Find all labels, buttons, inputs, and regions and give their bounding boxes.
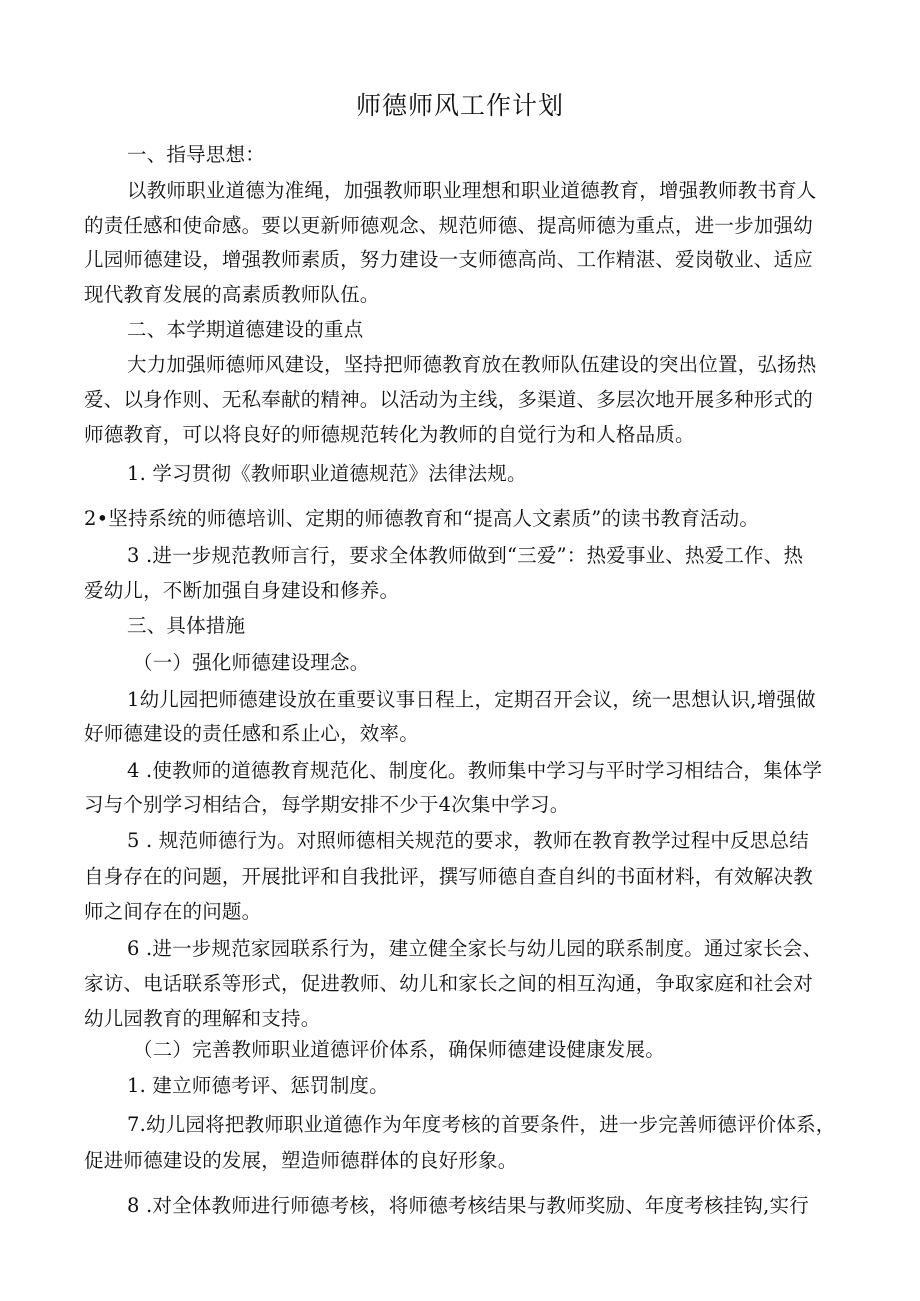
list-item: 1. 建立师德考评、惩罚制度。 — [127, 1074, 389, 1097]
section-heading-semester-focus: 二、本学期道德建设的重点 — [127, 318, 364, 341]
paragraph-line: 家访、电话联系等形式，促进教师、幼儿和家长之间的相互沟通，争取家庭和社会对 — [84, 972, 813, 995]
document-title: 师德师风工作计划 — [355, 91, 564, 120]
paragraph-line: 促进师德建设的发展，塑造师德群体的良好形象。 — [84, 1149, 518, 1172]
paragraph-line: 现代教育发展的高素质教师队伍。 — [84, 283, 380, 306]
list-item: 3 .进一步规范教师言行，要求全体教师做到“三爱”：热爱事业、热爱工作、热 — [127, 544, 804, 567]
paragraph-line: 自身存在的问题，开展批评和自我批评，撰写师德自查自纠的书面材料，有效解决教 — [84, 865, 813, 888]
paragraph-line: 大力加强师德师风建设，坚持把师德教育放在教师队伍建设的突出位置，弘扬热 — [127, 353, 817, 376]
section-heading-specific-measures: 三、具体措施 — [127, 614, 246, 637]
paragraph-line: 好师德建设的责任感和系止心，效率。 — [84, 722, 419, 745]
list-item: 8 .对全体教师进行师德考核，将师德考核结果与教师奖励、年度考核挂钩,实行 — [127, 1194, 809, 1217]
paragraph-line: 习与个别学习相结合，每学期安排不少于4次集中学习。 — [84, 793, 570, 816]
section-heading-guiding-ideology: 一、指导思想： — [127, 143, 265, 166]
list-item: 2•坚持系统的师德培训、定期的师德教育和“提高人文素质”的读书教育活动。 — [84, 507, 760, 530]
paragraph-line: 爱、以身作则、无私奉献的精神。以活动为主线，多渠道、多层次地开展多种形式的 — [84, 388, 813, 411]
paragraph-line: 师德教育，可以将良好的师德规范转化为教师的自觉行为和人格品质。 — [84, 423, 695, 446]
subsection-heading: （二）完善教师职业道德评价体系，确保师德建设健康发展。 — [133, 1038, 665, 1061]
paragraph-line: 师之间存在的问题。 — [84, 900, 262, 923]
paragraph-line: 幼儿园教育的理解和支持。 — [84, 1007, 321, 1030]
list-item: 1幼儿园把师德建设放在重要议事日程上，定期召开会议，统一思想认识,增强做 — [127, 688, 816, 711]
paragraph-line: 儿园师德建设，增强教师素质，努力建设一支师德高尚、工作精湛、爱岗敬业、适应 — [84, 248, 813, 271]
list-item: 7.幼儿园将把教师职业道德作为年度考核的首要条件，进一步完善师德评价体系， — [127, 1113, 836, 1136]
paragraph-line: 的责任感和使命感。要以更新师德观念、规范师德、提高师德为重点，进一步加强幼 — [84, 214, 813, 237]
list-item: 6 .进一步规范家园联系行为，建立健全家长与幼儿园的联系制度。通过家长会、 — [127, 937, 823, 960]
paragraph-line: 以教师职业道德为准绳，加强教师职业理想和职业道德教育，增强教师教书育人 — [127, 179, 817, 202]
subsection-heading: （一）强化师德建设理念。 — [133, 651, 370, 674]
list-item: 1. 学习贯彻《教师职业道德规范》法律法规。 — [127, 462, 527, 485]
list-item: 5 . 规范师德行为。对照师德相关规范的要求，教师在教育教学过程中反思总结 — [127, 829, 809, 852]
list-item: 4 .使教师的道德教育规范化、制度化。教师集中学习与平时学习相结合，集体学 — [127, 759, 823, 782]
paragraph-line: 爱幼儿，不断加强自身建设和修养。 — [84, 579, 400, 602]
